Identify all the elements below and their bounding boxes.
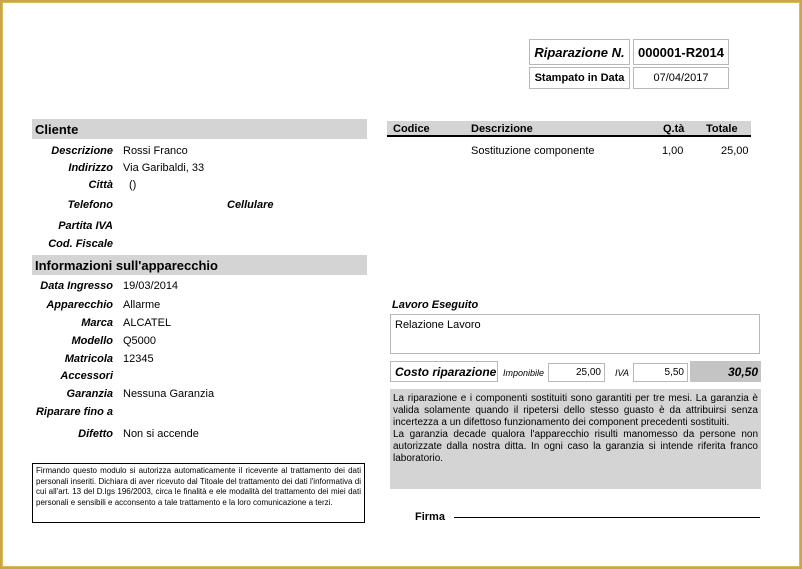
items-header-code: Codice bbox=[393, 123, 430, 135]
vat-box bbox=[633, 363, 688, 382]
client-label-cellulare: Cellulare bbox=[227, 199, 274, 211]
total-value: 30,50 bbox=[727, 364, 758, 379]
device-label-apparecchio: Apparecchio bbox=[46, 299, 113, 311]
device-section-title: Informazioni sull'apparecchio bbox=[32, 255, 367, 275]
warranty-paragraph-2: La garanzia decade qualora l'apparecchio risulti manomesso da persone non autorizzate dalla nostra ditta. In ogni caso la garanzia si intende riferita franco laboratorio. bbox=[393, 429, 758, 464]
warranty-box bbox=[390, 389, 761, 489]
client-label-cod-fiscale: Cod. Fiscale bbox=[48, 238, 113, 250]
items-header-qty: Q.tà bbox=[663, 123, 685, 135]
work-done-box bbox=[390, 314, 760, 354]
device-value-difetto: Non si accende bbox=[123, 428, 199, 440]
items-row-qty: 1,00 bbox=[662, 145, 684, 157]
device-value-apparecchio: Allarme bbox=[123, 299, 161, 311]
device-value-marca: ALCATEL bbox=[123, 317, 172, 329]
device-label-matricola: Matricola bbox=[64, 353, 113, 365]
items-row-description: Sostituzione componente bbox=[471, 145, 595, 157]
signature-label: Firma bbox=[415, 511, 445, 523]
signature-line bbox=[454, 517, 760, 518]
client-label-indirizzo: Indirizzo bbox=[68, 162, 113, 174]
client-value-citta: () bbox=[129, 179, 137, 191]
total-box bbox=[690, 361, 761, 382]
printed-date: 07/04/2017 bbox=[653, 72, 709, 84]
warranty-paragraph-1: La riparazione e i componenti sostituiti sono garantiti per tre mesi. La garanzia è valida solamente quando il ripetersi dello stesso guasto è da attribuirsi senza incertezza a un difettoso funzionamento dei component precedenti sostituiti. bbox=[393, 393, 758, 428]
repair-number-box bbox=[633, 39, 729, 65]
vat-value: 5,50 bbox=[664, 367, 684, 378]
printed-label-box bbox=[529, 67, 630, 89]
device-label-riparare-fino-a: Riparare fino a bbox=[35, 406, 113, 418]
device-label-garanzia: Garanzia bbox=[66, 388, 113, 400]
client-value-indirizzo: Via Garibaldi, 33 bbox=[123, 162, 205, 174]
client-label-citta: Città bbox=[88, 179, 113, 191]
client-value-descrizione: Rossi Franco bbox=[123, 145, 188, 157]
repair-number: 000001-R2014 bbox=[637, 44, 725, 60]
printed-date-box bbox=[633, 67, 729, 89]
client-label-partita-iva: Partita IVA bbox=[58, 220, 113, 232]
device-label-difetto: Difetto bbox=[78, 428, 113, 440]
client-label-telefono: Telefono bbox=[67, 199, 113, 211]
printed-label: Stampato in Data bbox=[534, 72, 625, 84]
device-value-matricola: 12345 bbox=[123, 353, 154, 365]
repair-label: Riparazione N. bbox=[534, 44, 625, 60]
repair-label-box bbox=[529, 39, 630, 65]
device-value-modello: Q5000 bbox=[123, 335, 157, 347]
items-table-header bbox=[387, 121, 751, 137]
privacy-consent-box: Firmando questo modulo si autorizza automaticamente il ricevente al trattamento dei dati personali inseriti. Dichiara di aver ricevuto dal Titoale del trattamento dei dati l'informativa di cui all'art. 13 del D.lgs 196/2003, circa le finalità e ele modalità del trattamento dei miei dati personali e sensibili e acconsento a tale trattamento e la loro comunicazione a terzi. bbox=[32, 463, 365, 523]
taxable-box bbox=[548, 363, 605, 382]
taxable-label: Imponibile bbox=[503, 368, 545, 378]
device-label-accessori: Accessori bbox=[60, 370, 113, 382]
client-label-descrizione: Descrizione bbox=[51, 145, 113, 157]
device-label-modello: Modello bbox=[71, 335, 113, 347]
work-done-label: Lavoro Eseguito bbox=[392, 299, 479, 311]
items-row-total: 25,00 bbox=[721, 145, 749, 157]
device-value-garanzia: Nessuna Garanzia bbox=[123, 388, 215, 400]
repair-form-page bbox=[2, 2, 800, 567]
work-done-text: Relazione Lavoro bbox=[395, 319, 481, 331]
items-header-description: Descrizione bbox=[471, 123, 533, 135]
cost-label: Costo riparazione bbox=[395, 364, 497, 379]
device-label-data-ingresso: Data Ingresso bbox=[40, 280, 113, 292]
vat-label: IVA bbox=[615, 368, 630, 378]
taxable-value: 25,00 bbox=[575, 367, 601, 378]
device-value-data-ingresso: 19/03/2014 bbox=[123, 280, 179, 292]
items-header-total: Totale bbox=[706, 123, 738, 135]
cost-label-box bbox=[390, 361, 498, 382]
device-label-marca: Marca bbox=[81, 317, 113, 329]
client-section-title: Cliente bbox=[32, 119, 367, 139]
